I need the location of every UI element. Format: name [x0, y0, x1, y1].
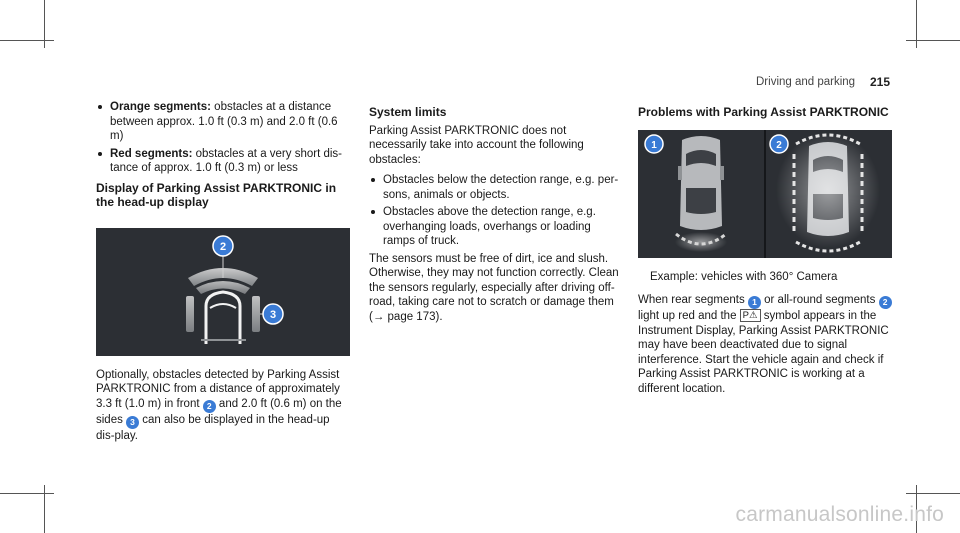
- bullet-icon: [371, 210, 375, 214]
- figure-badge-label: 1: [651, 139, 657, 151]
- paragraph-text: Optionally, obstacles detected by Parking Assist PARKTRONIC from a distance of approximately 3.3 ft (1.0 m) in front: [96, 368, 340, 410]
- bullet-text: Obstacles above the detection range, e.g. overhanging loads, overhangs or loading ramps of truck.: [383, 206, 596, 247]
- list-item: [369, 173, 619, 202]
- column-1: [96, 100, 346, 449]
- section-heading: System limits: [369, 105, 447, 119]
- sensor-paragraph: The sensors must be free of dirt, ice and slush. Otherwise, they may not function correctly. Clean the sensors regularly, especially after driving off-road, taking care not to scratch or damage them (→ page 173).: [369, 252, 619, 323]
- vehicle-segments-illustration: [638, 130, 892, 258]
- bullet-text: obstacles at a distance between approx. 1.0 ft (0.3 m) and 2.0 ft (0.6 m): [110, 101, 338, 142]
- number-badge: 3: [126, 416, 139, 429]
- paragraph-text: or all-round segments: [760, 294, 879, 306]
- number-badge: 1: [748, 296, 761, 309]
- bullet-text: obstacles at a very short dis-tance of approx. 1.0 ft (0.3 m) or less: [110, 147, 342, 174]
- column-3: [638, 100, 893, 402]
- paragraph-text: light up red and the: [638, 310, 740, 322]
- paragraph-text: and 2.0 ft (0.6 m) on the sides: [96, 397, 342, 426]
- problem-paragraph: [638, 293, 893, 396]
- head-up-display-figure: [96, 228, 350, 356]
- section-heading: Display of Parking Assist PARKTRONIC in the head-up display: [96, 180, 337, 209]
- crop-mark: [0, 40, 54, 41]
- bullet-icon: [98, 105, 102, 109]
- figure-badge-label: 3: [269, 308, 277, 321]
- paragraph-text: symbol appears in the Instrument Display, Parking Assist PARKTRONIC may have been deactivated due to signal interference. Start the vehicle again and check if Parking Assist PARKTRONIC is working at a different location.: [638, 310, 889, 395]
- paragraph-text: When rear segments: [638, 294, 748, 306]
- problem-figure: [638, 130, 892, 258]
- list-item: [96, 100, 346, 144]
- figure-badge-label: 2: [219, 240, 227, 253]
- list-item: [96, 147, 346, 176]
- figure-caption: Example: vehicles with 360° Camera: [650, 270, 838, 283]
- column-2: [369, 100, 619, 330]
- watermark: carmanualsonline.info: [735, 503, 944, 526]
- bullet-term: Orange segments:: [110, 101, 211, 113]
- page-number: 215: [870, 75, 891, 89]
- number-badge: 2: [203, 400, 216, 413]
- crop-mark: [906, 493, 960, 494]
- crop-mark: [906, 40, 960, 41]
- crop-mark: [0, 493, 54, 494]
- number-badge: 2: [879, 296, 892, 309]
- intro-paragraph: Parking Assist PARKTRONIC does not necessarily take into account the following obstacles:: [369, 124, 584, 166]
- figure-badge-label: 2: [776, 139, 782, 151]
- paragraph-text: can also be displayed in the head-up dis-play.: [96, 413, 330, 442]
- head-up-display-illustration: [96, 228, 350, 356]
- bullet-term: Red segments:: [110, 147, 193, 160]
- head-up-paragraph: [96, 368, 346, 444]
- segment-list: [96, 100, 346, 176]
- obstacle-list: [369, 173, 619, 249]
- bullet-icon: [98, 152, 102, 156]
- bullet-text: Obstacles below the detection range, e.g. per-sons, animals or objects.: [383, 174, 619, 201]
- section-heading: Problems with Parking Assist PARKTRONIC: [638, 105, 889, 119]
- section-title: Driving and parking: [756, 76, 856, 88]
- bullet-icon: [371, 178, 375, 182]
- parktronic-warning-icon: P⚠: [740, 309, 761, 322]
- list-item: [369, 205, 619, 249]
